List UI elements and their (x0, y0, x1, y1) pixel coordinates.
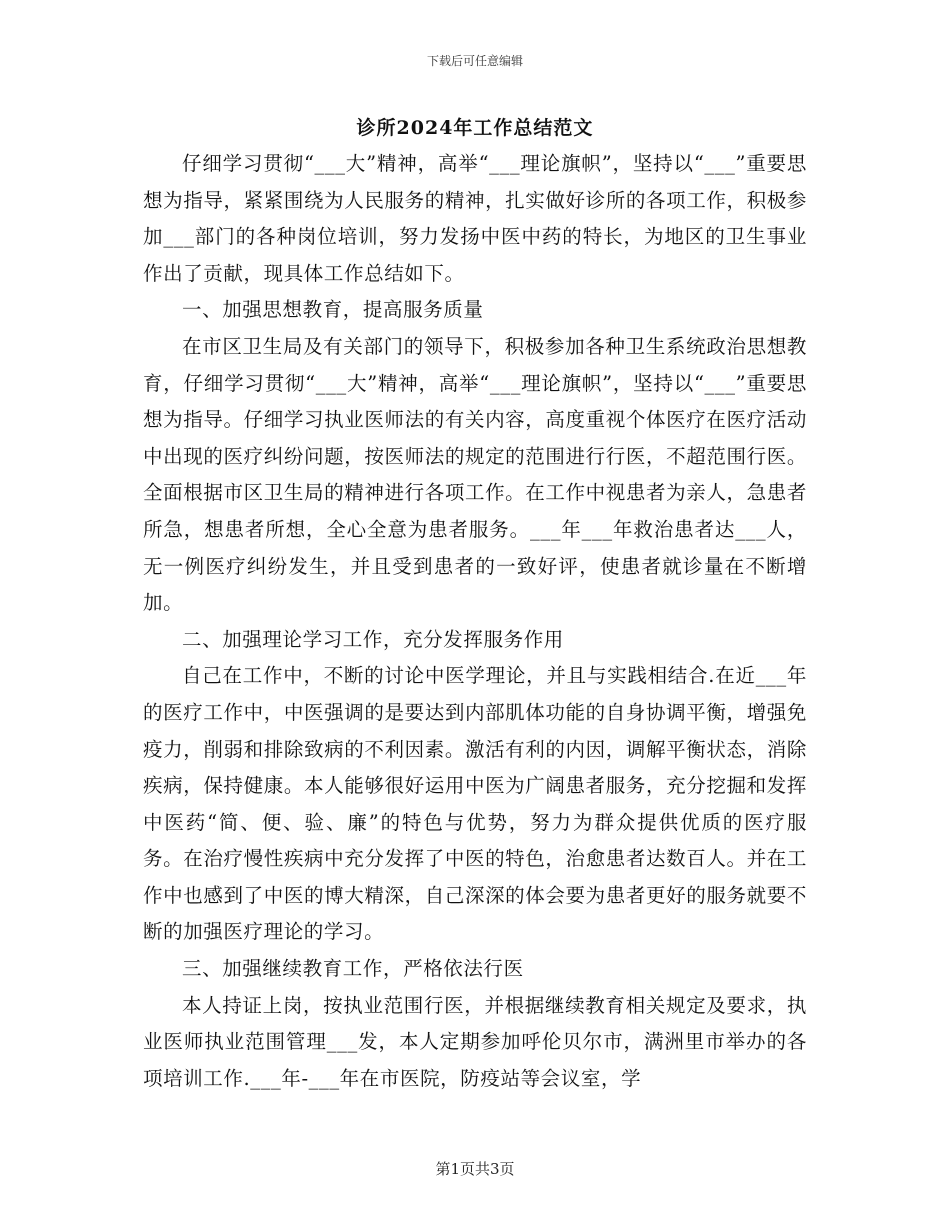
header-note: 下载后可任意编辑 (426, 54, 523, 68)
document-body (143, 146, 807, 1097)
section-2-paragraph: 自己在工作中，不断的讨论中医学理论，并且与实践相结合.在近___年的医疗工作中，中医强调的是要达到内部肌体功能的自身协调平衡，增强免疫力，削弱和排除致病的不利因素。激活有利的内因，调解平衡状态，消除疾病，保持健康。本人能够很好运用中医为广阔患者服务，充分挖掘和发挥中医药“简、便、验、廉”的特色与优势，努力为群众提供优质的医疗服务。在治疗慢性疾病中充分发挥了中医的特色，治愈患者达数百人。并在工作中也感到了中医的博大精深，自己深深的体会要为患者更好的服务就要不断的加强医疗理论的学习。 (143, 664, 807, 944)
section-heading-3: 三、加强继续教育工作，严格依法行医 (182, 957, 524, 981)
section-heading-1: 一、加强思想教育，提高服务质量 (182, 298, 484, 322)
section-heading-2: 二、加强理论学习工作，充分发挥服务作用 (182, 627, 564, 651)
intro-paragraph: 仔细学习贯彻“___大”精神，高举“___理论旗帜”，坚持以“___”重要思想为指导，紧紧围绕为人民服务的精神，扎实做好诊所的各项工作，积极参加___部门的各种岗位培训，努力发扬中医中药的特长，为地区的卫生事业作出了贡献，现具体工作总结如下。 (143, 152, 807, 285)
page-number-footer: 第1页共3页 (435, 1160, 515, 1178)
document-title: 诊所2024年工作总结范文 (356, 117, 594, 139)
section-1-paragraph: 在市区卫生局及有关部门的领导下，积极参加各种卫生系统政治思想教育，仔细学习贯彻“___大”精神，高举“___理论旗帜”，坚持以“___”重要思想为指导。仔细学习执业医师法的有关内容，高度重视个体医疗在医疗活动中出现的医疗纠纷问题，按医师法的规定的范围进行行医，不超范围行医。全面根据市区卫生局的精神进行各项工作。在工作中视患者为亲人，急患者所急，想患者所想，全心全意为患者服务。___年___年救治患者达___人，无一例医疗纠纷发生，并且受到患者的一致好评，使患者就诊量在不断增加。 (143, 334, 807, 615)
section-3-paragraph: 本人持证上岗，按执业范围行医，并根据继续教育相关规定及要求，执业医师执业范围管理___发，本人定期参加呼伦贝尔市，满洲里市举办的各项培训工作.___年-___年在市医院，防疫站等会议室，学 (143, 993, 807, 1090)
